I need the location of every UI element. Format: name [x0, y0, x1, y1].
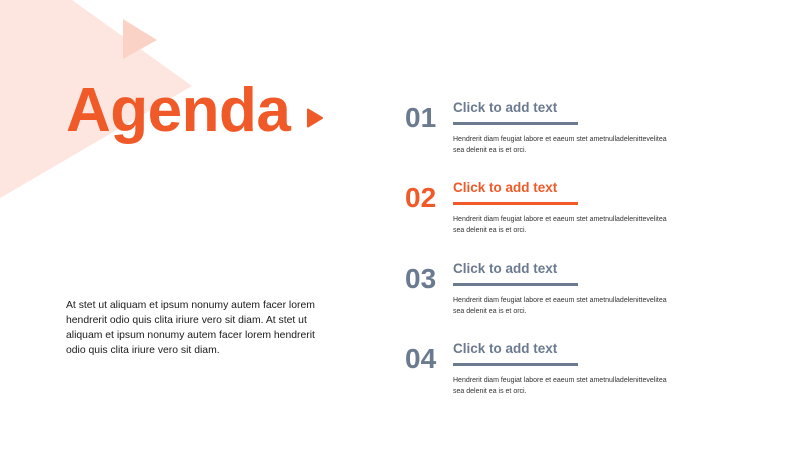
agenda-item-underline — [453, 283, 578, 286]
agenda-item-4 — [405, 343, 685, 415]
agenda-item-3 — [405, 263, 685, 335]
slide-title[interactable]: Agenda — [66, 76, 291, 145]
agenda-item-heading[interactable]: Click to add text — [453, 261, 558, 276]
agenda-item-underline — [453, 202, 578, 205]
agenda-item-heading[interactable]: Click to add text — [453, 180, 558, 195]
agenda-item-1 — [405, 102, 685, 174]
play-arrow-path — [308, 110, 322, 127]
agenda-item-underline — [453, 122, 578, 125]
agenda-item-heading[interactable]: Click to add text — [453, 341, 558, 356]
play-arrow-icon — [306, 108, 324, 128]
agenda-item-description[interactable]: Hendrerit diam feugiat labore et eaeum stet ametnulladelenittevelitea sea delenit ea is et orci. — [453, 377, 667, 395]
agenda-item-2 — [405, 182, 685, 254]
agenda-item-number: 03 — [405, 263, 437, 294]
agenda-item-description[interactable]: Hendrerit diam feugiat labore et eaeum stet ametnulladelenittevelitea sea delenit ea is et orci. — [453, 297, 667, 315]
agenda-item-description[interactable]: Hendrerit diam feugiat labore et eaeum stet ametnulladelenittevelitea sea delenit ea is et orci. — [453, 136, 667, 154]
agenda-item-description[interactable]: Hendrerit diam feugiat labore et eaeum stet ametnulladelenittevelitea sea delenit ea is et orci. — [453, 216, 667, 234]
agenda-item-number: 04 — [405, 343, 437, 374]
agenda-item-number: 02 — [405, 182, 437, 213]
agenda-item-number: 01 — [405, 102, 437, 133]
agenda-item-heading[interactable]: Click to add text — [453, 100, 558, 115]
slide-body-text[interactable]: At stet ut aliquam et ipsum nonumy autem facer lorem hendrerit odio quis clita iriure vero sit diam. At stet ut aliquam et ipsum nonumy autem facer lorem hendrerit odio quis clita iriure vero sit diam. — [66, 300, 315, 356]
agenda-item-underline — [453, 363, 578, 366]
